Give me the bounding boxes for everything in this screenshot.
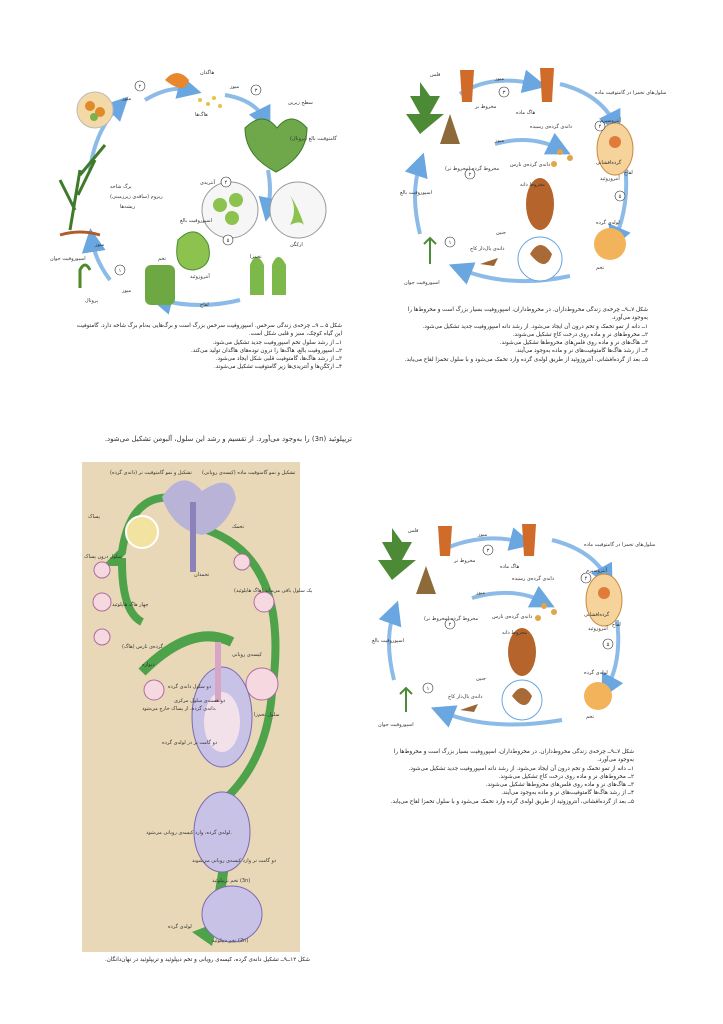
- caption-line: شکل ۱۲ــ۹ــ تشکیل دانه‌ی گرده، کیسه‌ی رویانی و تخم دیپلوئید و تریپلوئید در نهان‌دانگان.: [104, 957, 310, 963]
- antheridia-closeup: [202, 182, 258, 238]
- label-pollen-tube: لوله‌ی گرده: [596, 220, 620, 226]
- label-pollen-release: دانه‌ی گرده، از پساک خارج می‌شود.: [142, 706, 217, 712]
- label-zygote: تخم: [596, 265, 604, 271]
- ovule: [586, 574, 622, 626]
- label-meiosis: میوز: [230, 84, 240, 90]
- young-sporophyte: [80, 265, 90, 288]
- label-winged-seed: دانه‌ی بال‌دار کاج: [448, 694, 483, 700]
- label-egg-cell: سلول تخم‌زا: [254, 712, 280, 718]
- step-number: ۲: [448, 622, 452, 628]
- label-archegonium: ارکگن: [290, 242, 303, 248]
- conifer-life-cycle-figure: [400, 64, 667, 290]
- label-meiosis: میوز: [495, 138, 505, 144]
- flower-figure: [82, 462, 313, 952]
- label-fertilization: لقاح: [200, 302, 209, 308]
- label-female-spore: هاگ ماده: [500, 564, 520, 570]
- caption-line: ۲ــ مخروط‌های نر و ماده روی درخت کاج تشکیل می‌شوند.: [512, 331, 648, 338]
- zygote-stage: [202, 886, 262, 942]
- label-leaf: برگ شاخه: [110, 184, 132, 190]
- caption-line: شکل ۷ــ۹ــ چرخه‌ی زندگی مخروط‌داران. در مخروط‌داران، اسپوروفیت بسیار بزرگ است و مخروط‌ها را: [393, 749, 634, 755]
- sporangium: [165, 73, 189, 88]
- caption-line: ۵ــ بعد از گرده‌افشانی، آنتروزوئید از طریق لوله‌ی گرده وارد تخمک می‌شود و با سلول تخمزا لقاح می‌یابد.: [390, 798, 634, 805]
- cycle-arrow: [145, 89, 190, 100]
- label-pollen-tube: لوله‌ی گرده: [168, 924, 192, 930]
- step-number: ۱: [448, 240, 452, 246]
- label-female-gametophyte: تشکیل و نمو گامتوفیت ماده (کیسه‌ی رویانی): [202, 470, 296, 476]
- gametophyte-heart: [245, 119, 307, 172]
- caption-line: ۳ــ هاگ‌های نر و ماده روی فلس‌های مخروط‌ها تشکیل می‌شوند.: [499, 340, 648, 347]
- pine-tree: [406, 82, 444, 134]
- conifer-diagram: [400, 64, 667, 290]
- male-cone: [440, 114, 460, 144]
- label-male-cone: مخروط نر: [454, 558, 476, 564]
- label-egg: تخمزا: [250, 254, 262, 260]
- label-immature-pollen: دانه‌ی گرده‌ی نارس: [510, 162, 551, 168]
- label-sperm-tube: دو گامت نر در لوله‌ی گرده: [162, 740, 218, 746]
- label-pollen: دانه‌ی گرده‌ی رسیده: [530, 124, 573, 130]
- label-prothallus: پروتال: [85, 298, 99, 304]
- flower: [162, 480, 236, 535]
- label-pollen-sac: مخروط گرده (مخروط نر): [424, 616, 479, 622]
- male-cone: [416, 566, 436, 594]
- flower-caption: [70, 956, 310, 964]
- label-seed-cone: مخروط دانه: [502, 630, 527, 636]
- label-sperm: آنتروزوئید: [190, 274, 210, 280]
- pollen-grain: [144, 680, 164, 700]
- step-number: ۳: [502, 90, 506, 96]
- conifer-top-caption: [398, 306, 648, 364]
- fern-life-cycle-figure: [50, 60, 340, 315]
- winged-seed: [460, 704, 478, 712]
- caption-line: به‌وجود می‌آورد.: [597, 757, 634, 764]
- ovule: [597, 123, 633, 175]
- step-number: ۲: [138, 84, 142, 90]
- caption-line: ۱ــ دانه از تمو تخمک و تخم درون آن ایجاد می‌شود. از رشد دانه اسپوروفیت جدید تشکیل می‌شود.: [408, 765, 634, 772]
- conifer-life-cycle-figure-2: [372, 520, 656, 730]
- label-meiosis: میوز: [478, 532, 488, 538]
- label-meiosis: میوز: [122, 96, 132, 102]
- label-roots: ریشه‌ها: [120, 204, 136, 210]
- step-number: ۵: [618, 194, 622, 200]
- label-antheridium: آنتریدی: [200, 180, 215, 186]
- pollen-tube-stage: [594, 228, 626, 260]
- female-scale: [540, 68, 554, 102]
- cycle-arrow: [225, 95, 265, 120]
- step-number: ۴: [598, 124, 602, 130]
- step-number: ۵: [606, 642, 610, 648]
- label-zygote: تخم: [158, 256, 166, 262]
- label-embryo: جنین: [476, 676, 486, 682]
- fern-diagram: [50, 60, 340, 315]
- label-sperm-in-sac: دو گامت نر وارد کیسه‌ی رویانی می‌شوند: [192, 858, 277, 864]
- caption-line: این گیاه کوچک، سبز و قلبی شکل است.: [248, 331, 342, 338]
- label-megaspore: یک سلول باقی می‌ماند (هاگ هاپلوئید): [234, 588, 313, 594]
- label-generative: دو سلول دانه‌ی گرده: [168, 684, 212, 690]
- scale: [438, 526, 452, 556]
- fern-fronds: [60, 145, 105, 230]
- label-gametophyte: گامتوفیت بالغ (پروتال): [290, 136, 337, 142]
- label-triploid: تخم تریپلوئید (3n): [212, 878, 251, 884]
- sorus: [85, 101, 95, 111]
- label-tube-enters: لوله‌ی گرده، وارد کیسه‌ی رویانی می‌شود.: [146, 830, 232, 836]
- label-sporangia: هاگدان: [200, 70, 215, 76]
- label-pollination: گرده‌افشانی: [584, 612, 610, 618]
- ovule-stage: [246, 668, 278, 700]
- label-pollination: گرده‌افشانی: [596, 160, 622, 166]
- step-number: ۳: [486, 548, 490, 554]
- label-pollen-immature: گرده‌ی نارس (هاگ): [122, 644, 164, 650]
- label-nucleus2: دو هسته‌ی سلول مرکزی: [174, 698, 226, 704]
- caption-line: ۴ــ از رشد هاگ‌ها گامتوفیت‌های نر و ماده به‌وجود می‌آیند.: [515, 348, 648, 355]
- label-archegonium: آنتروسپرم: [600, 118, 622, 124]
- zygote-tissue: [145, 265, 175, 305]
- archegonium-lower: [250, 257, 264, 295]
- label-scale: فلس: [430, 72, 441, 78]
- label-rhizome: ریزوم (ساقه‌ی زیرزمینی): [110, 194, 163, 200]
- label-meiosis: میوز: [95, 242, 105, 248]
- label-meiosis: میوز: [476, 590, 486, 596]
- young-sporophyte: [424, 238, 436, 264]
- label-pollen-wall: دیواره: [142, 662, 155, 668]
- label-meiosis: میوز: [122, 288, 132, 294]
- sorus: [90, 113, 98, 121]
- label-seed-cone: مخروط دانه: [520, 182, 545, 188]
- pollen-tube-stage: [584, 682, 612, 710]
- fern-caption: [62, 322, 342, 372]
- anther-closeup: [126, 516, 158, 548]
- caption-line: ۴ــ ارکگن‌ها و آنتریدی‌ها زیر گامتوفیت تشکیل می‌شوند.: [214, 364, 342, 371]
- label-mature-sporophyte: اسپوروفیت بالغ: [400, 190, 432, 196]
- label-embryo: جنین: [496, 230, 506, 236]
- step-number: ۱: [426, 686, 430, 692]
- step-number: ۱: [118, 268, 122, 274]
- caption-line: به‌وجود می‌آورد.: [611, 315, 648, 322]
- young-sporophyte: [400, 688, 412, 712]
- sperm-cluster: [177, 232, 210, 270]
- label-young-sporophyte: اسپوروفیت جوان: [404, 280, 440, 286]
- label-female-spore: هاگ ماده: [516, 110, 536, 116]
- label-archegonium: آنتروسپرم: [586, 568, 608, 574]
- label-young-sporophyte: اسپوروفیت جوان: [378, 722, 414, 728]
- sori-closeup: [77, 92, 113, 128]
- label-fertilization: لقاح: [624, 170, 633, 176]
- caption-line: ۴ــ از رشد هاگ‌ها گامتوفیت‌های نر و ماده به‌وجود می‌آیند.: [501, 790, 634, 797]
- label-ovule: تخمک: [232, 524, 244, 530]
- label-ovary: تخمدان: [194, 572, 210, 578]
- label-meiosis: میوز: [495, 76, 505, 82]
- caption-line: ۳ــ از رشد هاگ‌ها، گامتوفیت قلبی شکل ایجاد می‌شود.: [215, 356, 342, 363]
- rhizome: [60, 232, 100, 235]
- tetrad: [93, 593, 111, 611]
- cycle-arrow: [268, 170, 270, 210]
- caption-line: ۲ــ مخروط‌های نر و ماده روی درخت کاج تشکیل می‌شوند.: [498, 773, 634, 780]
- label-underside: سطح زیرین: [288, 100, 313, 106]
- label-zygote: تخم: [586, 714, 594, 720]
- label-scale: فلس: [408, 528, 419, 534]
- label-pollen-sac: مخروط گرده (مخروط نر): [445, 166, 500, 172]
- label-anther-cell: سلول درون پساک: [84, 554, 122, 560]
- scale: [460, 70, 474, 102]
- label-winged-seed: دانه‌ی بال‌دار کاج: [470, 246, 505, 252]
- intro-line: تریپلوئید (3n) را به‌وجود می‌آورد. از تقسیم و رشد این سلول، آلبومن تشکیل می‌شود.: [104, 435, 352, 443]
- caption-line: ۲ــ اسپوروفیت بالغ، هاگ‌ها را درون توده‌های هاگدان تولید می‌کند.: [190, 347, 342, 354]
- step-number: ۴: [224, 180, 228, 186]
- label-fertilization: لقاح: [612, 622, 621, 628]
- caption-line: شکل ۷ــ۹ــ چرخه‌ی زندگی مخروط‌داران. در مخروط‌داران، اسپوروفیت بسیار بزرگ است و مخروط‌ها را: [407, 307, 648, 313]
- label-zygote: تخم دیپلوئید (2n): [212, 938, 249, 944]
- label-male-gametophyte: تشکیل و نمو گامتوفیت نر (دانه‌ی گرده): [110, 470, 192, 476]
- flower-diagram: [82, 462, 313, 952]
- label-egg-cells: سلول‌های تخمزا در گامتوفیت ماده: [584, 542, 656, 548]
- step-number: ۵: [226, 238, 230, 244]
- label-stamen: پساک: [88, 514, 100, 520]
- label-sperm: آنتروزوئید: [600, 176, 620, 182]
- caption-line: ۱ــ دانه از تمو تخمک و تخم درون آن ایجاد می‌شود. از رشد دانه اسپوروفیت جدید تشکیل می‌شود.: [422, 323, 648, 330]
- label-sperm: آنتروزوئید: [588, 626, 608, 632]
- caption-line: ۵ــ بعد از گرده‌افشانی، آنتروزوئید از طریق لوله‌ی گرده وارد تخمک می‌شود و با سلول تخمزا لقاح می‌یابد.: [404, 356, 648, 363]
- label-immature-pollen: دانه‌ی گرده‌ی نارس: [492, 614, 533, 620]
- label-tetrad: چهار هاگ هاپلوئید: [112, 602, 149, 608]
- step-number: ۴: [584, 576, 588, 582]
- label-male-cone: مخروط نر: [475, 104, 497, 110]
- winged-seed: [480, 258, 498, 266]
- label-egg-cells: سلول‌های تخمزا در گامتوفیت ماده: [595, 90, 667, 96]
- caption-line: شکل ۵ ــ ۹ــ چرخه‌ی زندگی سرخس. اسپوروفیت سرخس بزرگ است و برگ‌هایی به‌نام برگ شاخه دارد. گامتوفیت: [76, 323, 342, 329]
- label-mature-sporophyte: اسپوروفیت بالغ: [372, 638, 404, 644]
- label-adult-sporophyte: اسپوروفیت بالغ: [180, 218, 212, 224]
- label-spores: هاگ‌ها: [195, 112, 208, 118]
- label-pollen-tube: لوله‌ی گرده: [584, 670, 608, 676]
- step-number: ۲: [468, 172, 472, 178]
- conifer-diagram-2: [372, 520, 656, 730]
- caption-line: ۳ــ هاگ‌های نر و ماده روی فلس‌های مخروط‌ها تشکیل می‌شوند.: [485, 782, 634, 789]
- conifer-bottom-caption: [372, 748, 634, 806]
- pine-tree: [378, 528, 416, 580]
- label-young-sporophyte: اسپوروفیت جوان: [50, 256, 86, 262]
- label-embryo-sac: کیسه‌ی رویانی: [232, 652, 262, 658]
- step-number: ۳: [254, 88, 258, 94]
- label-pollen: دانه‌ی گرده‌ی رسیده: [512, 576, 555, 582]
- caption-line: ۱ــ از رشد سلول تخم اسپوروفیت جدید تشکیل می‌شود.: [212, 339, 342, 346]
- female-scale: [522, 524, 536, 556]
